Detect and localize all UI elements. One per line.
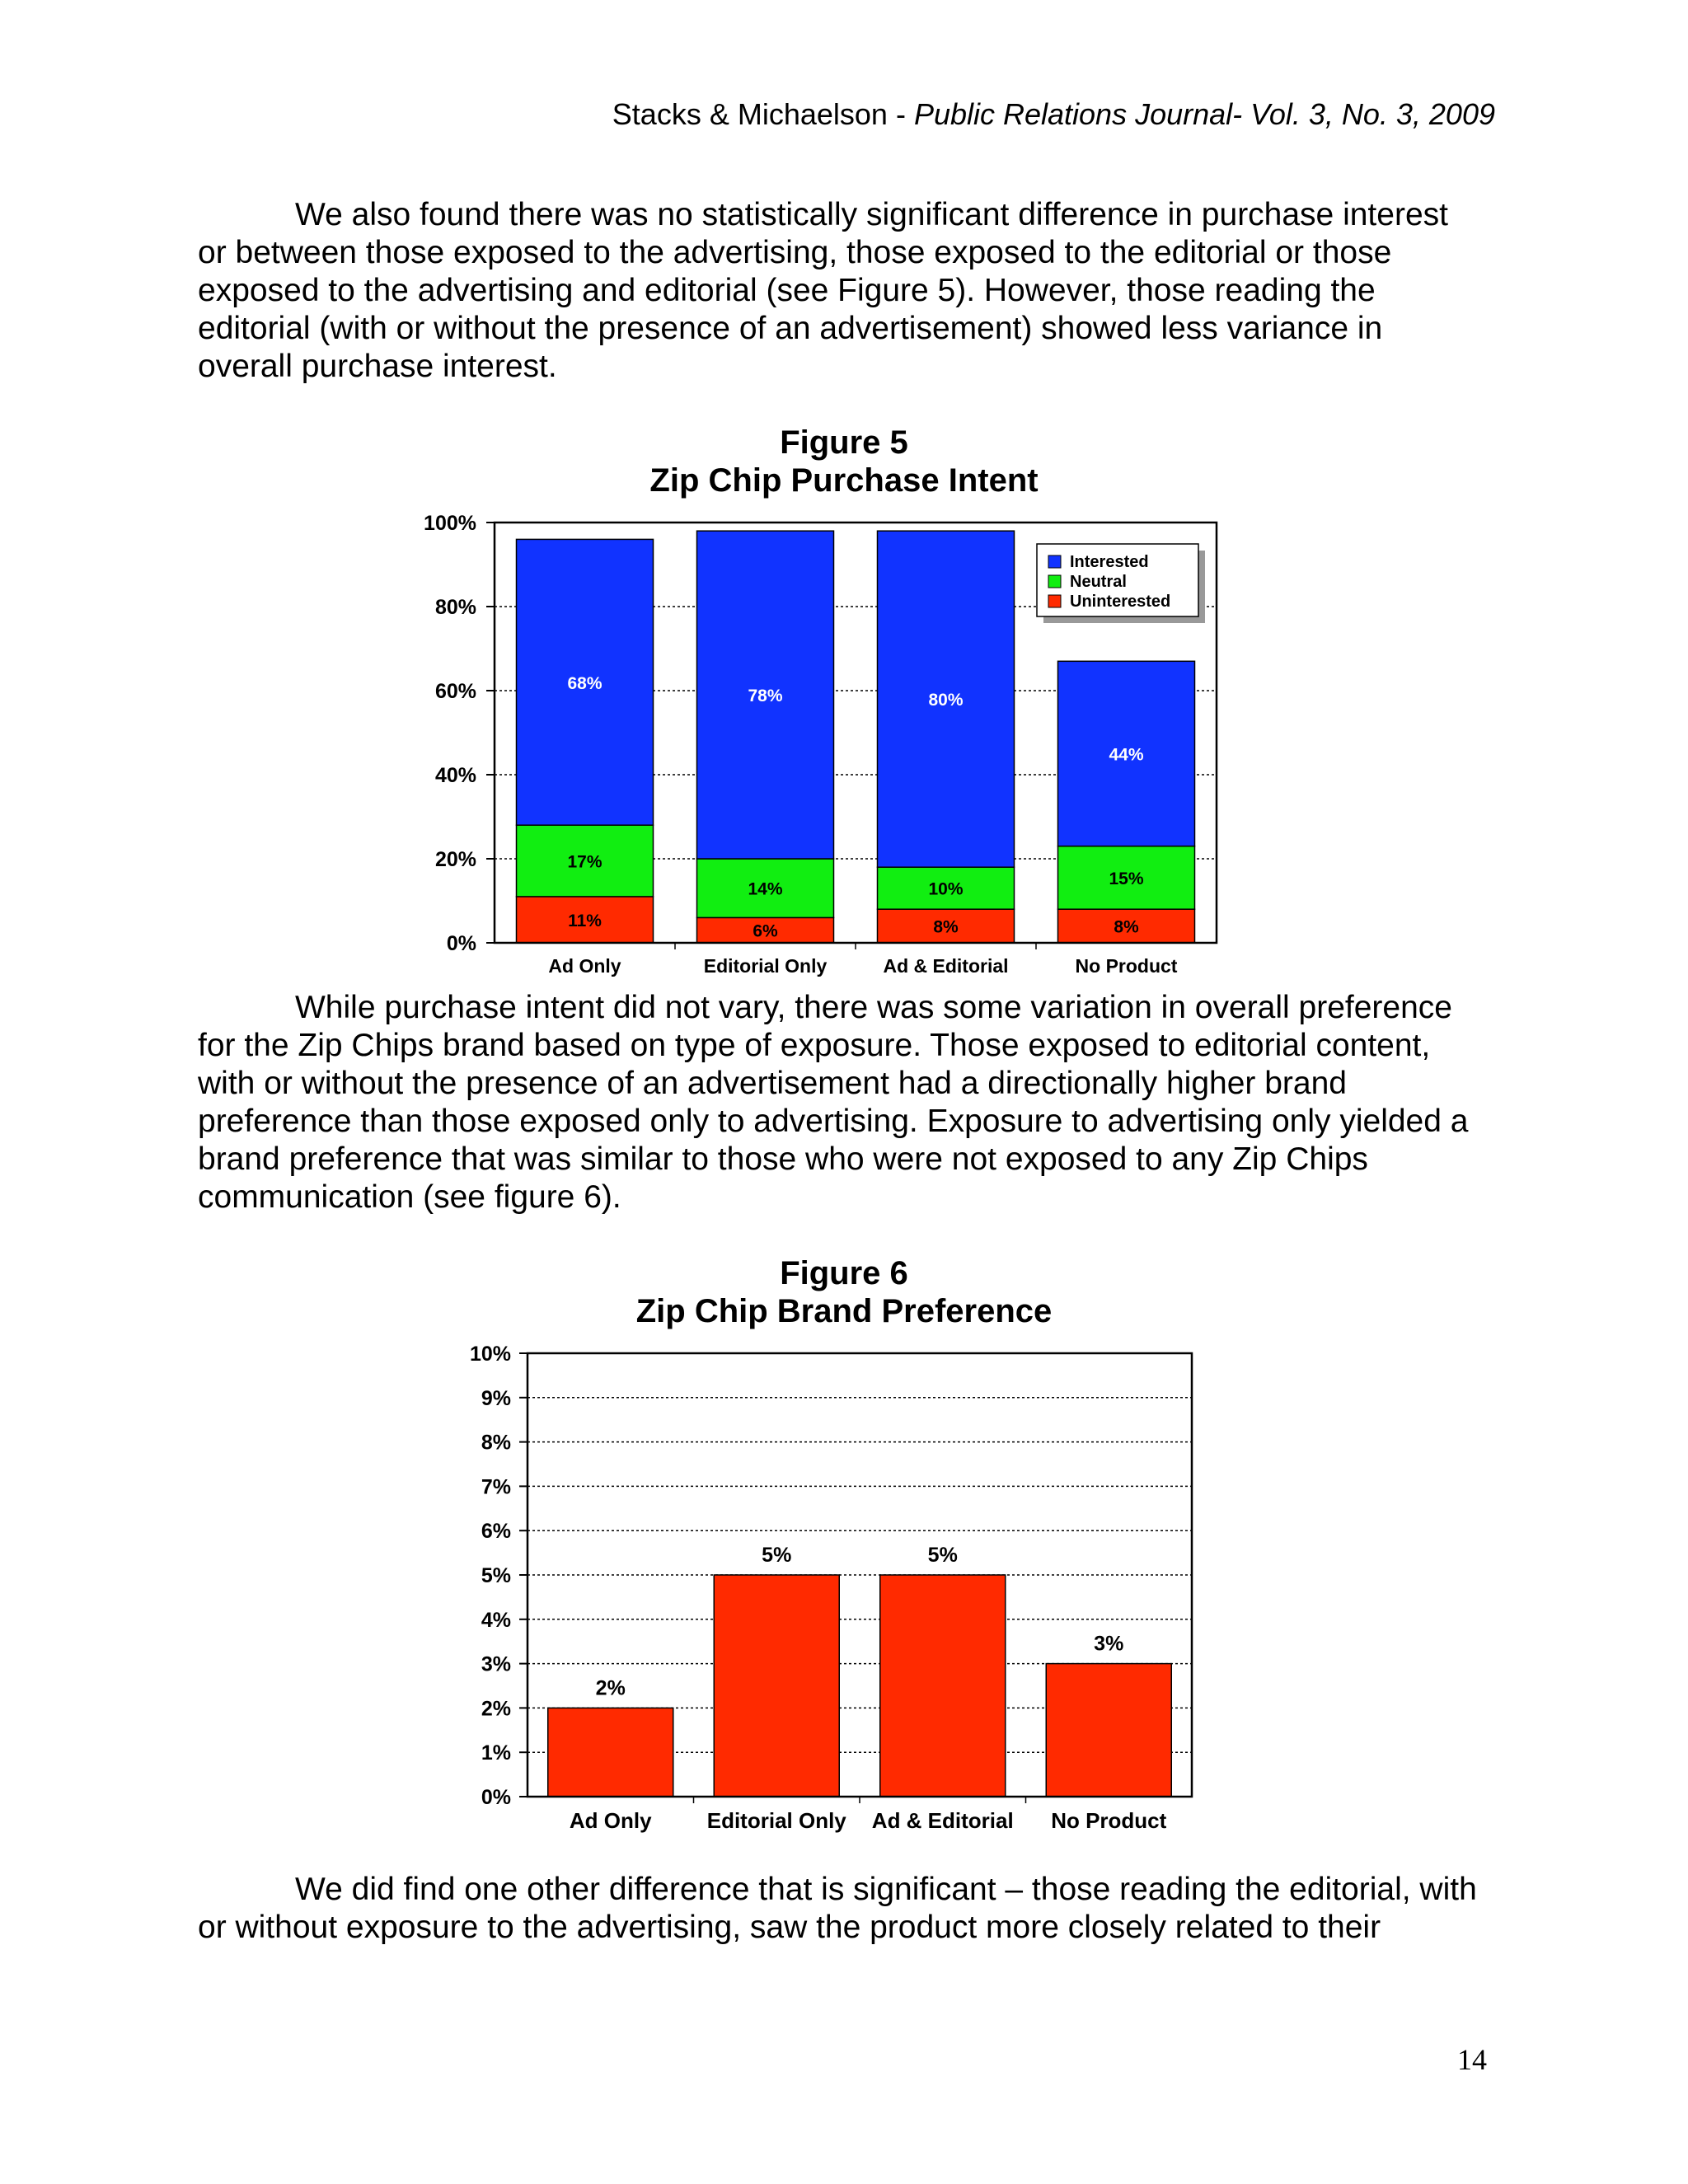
y-tick-label: 20% xyxy=(434,848,476,871)
figure-5-chart xyxy=(0,503,1688,997)
paragraph-2-text: While purchase intent did not vary, there was some variation in overall preference for the Zip Chips brand based on type of exposure. Those exposed to editorial content, with or without the presence of an advertisement had a directionally higher brand preference than those exposed only to advertising. Exposure to advertising only yielded a brand preference that was similar to those who were not exposed to any Zip Chips communication (see figure 6). xyxy=(198,990,1469,1215)
legend-swatch-neutral xyxy=(1048,575,1061,588)
legend-swatch-interested xyxy=(1048,555,1061,568)
bar xyxy=(880,1575,1006,1797)
x-tick-label: Ad & Editorial xyxy=(883,955,1009,977)
data-label: 80% xyxy=(928,691,964,710)
paragraph-2 xyxy=(198,989,1484,1216)
y-tick-label: 8% xyxy=(481,1431,511,1455)
data-label: 15% xyxy=(1109,869,1144,888)
figure-6-chart xyxy=(0,1335,1688,1863)
data-label: 14% xyxy=(748,879,783,899)
paragraph-3-text: We did find one other difference that is significant – those reading the editorial, with or without exposure to the advertising, saw the product more closely related to their xyxy=(198,1872,1477,1945)
y-tick-label: 2% xyxy=(481,1697,511,1721)
y-tick-label: 0% xyxy=(446,932,476,955)
y-tick-label: 4% xyxy=(481,1608,511,1632)
x-tick-label: No Product xyxy=(1051,1808,1167,1833)
x-tick-label: No Product xyxy=(1075,955,1178,977)
y-tick-label: 60% xyxy=(434,680,476,703)
paragraph-1 xyxy=(198,196,1484,386)
data-label: 78% xyxy=(748,687,783,706)
figure-6-label: Figure 6 xyxy=(780,1255,908,1291)
data-label: 5% xyxy=(762,1544,792,1567)
y-tick-label: 10% xyxy=(469,1343,511,1366)
data-label: 8% xyxy=(933,917,959,937)
figure-6-title: Zip Chip Brand Preference xyxy=(635,1293,1053,1329)
legend-label-interested: Interested xyxy=(1070,553,1149,571)
data-label: 6% xyxy=(753,921,778,941)
legend-label-neutral: Neutral xyxy=(1070,573,1127,591)
data-label: 2% xyxy=(595,1676,626,1700)
legend-swatch-uninterested xyxy=(1048,595,1061,607)
y-tick-label: 40% xyxy=(434,764,476,787)
y-tick-label: 0% xyxy=(481,1786,511,1809)
figure-5-title: Zip Chip Purchase Intent xyxy=(649,462,1039,499)
data-label: 8% xyxy=(1114,917,1139,937)
y-tick-label: 5% xyxy=(481,1564,511,1587)
bar xyxy=(714,1575,839,1797)
x-tick-label: Editorial Only xyxy=(703,955,828,977)
x-tick-label: Ad & Editorial xyxy=(871,1808,1014,1833)
x-tick-label: Ad Only xyxy=(548,955,621,977)
running-header xyxy=(612,97,1495,132)
data-label: 10% xyxy=(928,879,964,899)
y-tick-label: 3% xyxy=(481,1652,511,1676)
x-tick-label: Editorial Only xyxy=(706,1808,846,1833)
header-authors: Stacks & Michaelson - xyxy=(612,97,914,131)
bar xyxy=(1046,1664,1171,1797)
y-tick-label: 1% xyxy=(481,1741,511,1765)
page-number: 14 xyxy=(1457,2043,1487,2076)
y-tick-label: 80% xyxy=(434,596,476,619)
x-tick-label: Ad Only xyxy=(569,1808,652,1833)
legend-label-uninterested: Uninterested xyxy=(1070,593,1171,611)
data-label: 17% xyxy=(567,852,603,872)
data-label: 3% xyxy=(1094,1632,1124,1656)
figure-5-label: Figure 5 xyxy=(780,424,908,461)
paragraph-1-text: We also found there was no statistically significant difference in purchase interest or between those exposed to the advertising, those exposed to the editorial or those exposed to the advertising and editorial (see Figure 5). However, those reading the editorial (with or without the presence of an advertisement) showed less variance in overall purchase interest. xyxy=(198,197,1448,384)
figure-5-heading xyxy=(0,424,1688,499)
data-label: 5% xyxy=(927,1544,958,1567)
figure-6-heading xyxy=(0,1254,1688,1330)
paragraph-3 xyxy=(198,1871,1484,1947)
data-label: 44% xyxy=(1109,745,1144,765)
header-journal: Public Relations Journal- Vol. 3, No. 3, 2009 xyxy=(913,97,1495,131)
y-tick-label: 7% xyxy=(481,1475,511,1499)
y-tick-label: 6% xyxy=(481,1520,511,1544)
data-label: 68% xyxy=(567,673,603,693)
y-tick-label: 100% xyxy=(424,512,476,535)
y-tick-label: 9% xyxy=(481,1386,511,1410)
bar xyxy=(548,1708,673,1797)
data-label: 11% xyxy=(568,911,602,930)
